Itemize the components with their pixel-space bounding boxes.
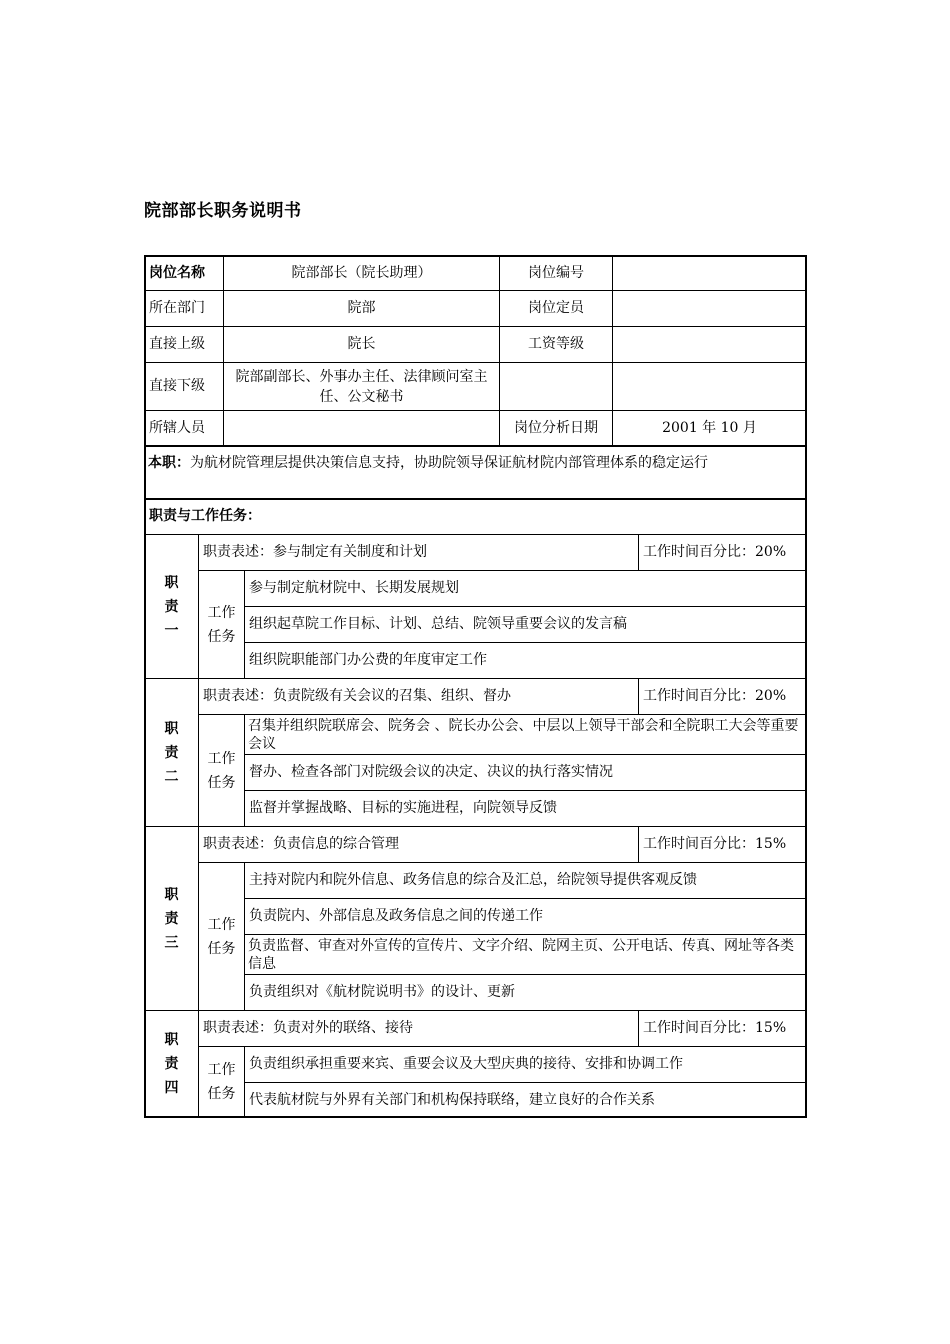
salary-grade-label: 工资等级 — [499, 326, 613, 363]
duty-3-task-label: 工作 任务 — [198, 862, 245, 1011]
duty-4-task-label: 工作 任务 — [198, 1046, 245, 1118]
duty-4-description: 职责表述：负责对外的联络、接待 — [198, 1010, 639, 1047]
subordinate-label: 直接下级 — [144, 362, 224, 411]
duty-2-description: 职责表述：负责院级有关会议的召集、组织、督办 — [198, 678, 639, 715]
duty-1-task-label: 工作 任务 — [198, 570, 245, 679]
duty-4-task: 代表航材院与外界有关部门和机构保持联络，建立良好的合作关系 — [244, 1082, 807, 1118]
page-title: 院部部长职务说明书 — [144, 201, 302, 221]
duty-3-task: 负责监督、审查对外宣传的宣传片、文字介绍、院网主页、公开电话、传真、网址等各类信息 — [244, 934, 807, 975]
superior-value: 院长 — [223, 326, 500, 363]
duty-4-task: 负责组织承担重要来宾、重要会议及大型庆典的接待、安排和协调工作 — [244, 1046, 807, 1083]
post-quota-value — [612, 290, 807, 327]
department-label: 所在部门 — [144, 290, 224, 327]
duties-header: 职责与工作任务： — [144, 498, 807, 535]
duty-3-task: 主持对院内和院外信息、政务信息的综合及汇总，给院领导提供客观反馈 — [244, 862, 807, 899]
post-code-label: 岗位编号 — [499, 255, 613, 291]
duty-1-description: 职责表述：参与制定有关制度和计划 — [198, 534, 639, 571]
blank-cell — [612, 362, 807, 411]
duty-2-task: 监督并掌握战略、目标的实施进程，向院领导反馈 — [244, 790, 807, 827]
staff-label: 所辖人员 — [144, 410, 224, 447]
duty-1-task: 参与制定航材院中、长期发展规划 — [244, 570, 807, 607]
duty-4-label: 职 责 四 — [144, 1010, 199, 1118]
subordinate-value: 院部副部长、外事办主任、法律顾问室主任、公文秘书 — [223, 362, 500, 411]
duty-3-time-percent: 工作时间百分比：15% — [638, 826, 807, 863]
duty-2-task-label: 工作 任务 — [198, 714, 245, 827]
superior-label: 直接上级 — [144, 326, 224, 363]
department-value: 院部 — [223, 290, 500, 327]
duty-1-label: 职 责 一 — [144, 534, 199, 679]
analysis-date-value: 2001 年 10 月 — [612, 410, 807, 447]
duty-1-time-percent: 工作时间百分比：20% — [638, 534, 807, 571]
duty-3-label: 职 责 三 — [144, 826, 199, 1011]
post-quota-label: 岗位定员 — [499, 290, 613, 327]
job-summary-label: 本职： — [148, 455, 190, 471]
job-summary — [144, 446, 807, 499]
duty-2-task: 督办、检查各部门对院级会议的决定、决议的执行落实情况 — [244, 754, 807, 791]
blank-cell — [499, 362, 613, 411]
duty-3-description: 职责表述：负责信息的综合管理 — [198, 826, 639, 863]
post-name-value: 院部部长（院长助理） — [223, 255, 500, 291]
staff-value — [223, 410, 500, 447]
duty-3-task: 负责组织对《航材院说明书》的设计、更新 — [244, 974, 807, 1011]
duty-1-task: 组织院职能部门办公费的年度审定工作 — [244, 642, 807, 679]
salary-grade-value — [612, 326, 807, 363]
duty-4-time-percent: 工作时间百分比：15% — [638, 1010, 807, 1047]
post-code-value — [612, 255, 807, 291]
duty-2-label: 职 责 二 — [144, 678, 199, 827]
post-name-label: 岗位名称 — [144, 255, 224, 291]
job-summary-text: 为航材院管理层提供决策信息支持，协助院领导保证航材院内部管理体系的稳定运行 — [190, 455, 708, 471]
duty-2-task: 召集并组织院联席会、院务会 、院长办公会、中层以上领导干部会和全院职工大会等重要会议 — [244, 714, 807, 755]
duty-1-task: 组织起草院工作目标、计划、总结、院领导重要会议的发言稿 — [244, 606, 807, 643]
duty-2-time-percent: 工作时间百分比：20% — [638, 678, 807, 715]
analysis-date-label: 岗位分析日期 — [499, 410, 613, 447]
duty-3-task: 负责院内、外部信息及政务信息之间的传递工作 — [244, 898, 807, 935]
